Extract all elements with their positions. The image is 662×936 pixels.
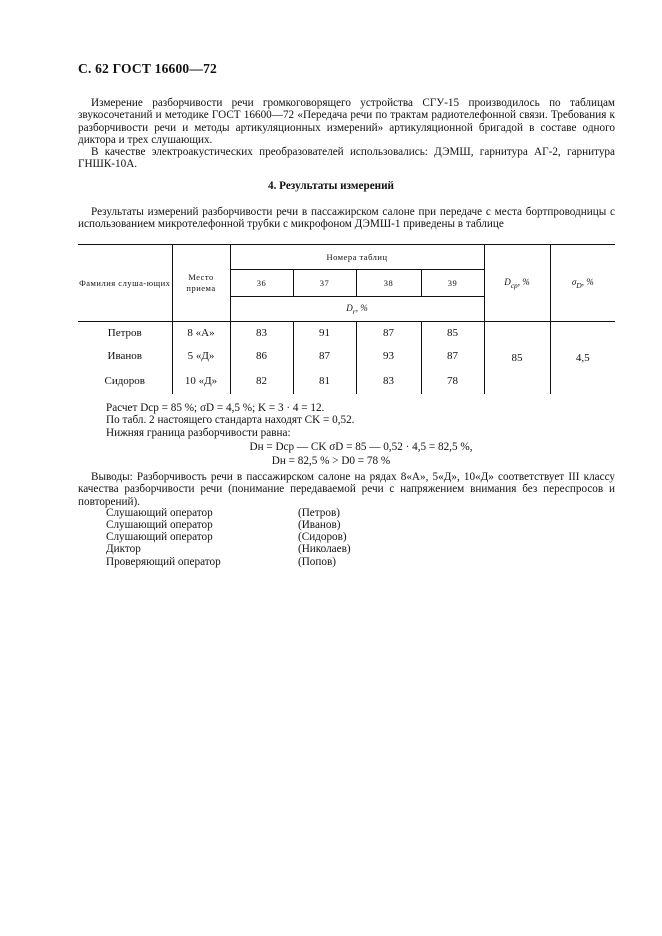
results-table <box>78 244 615 394</box>
col-header-place: Место приема <box>172 245 230 322</box>
formula-2: Dн = 82,5 % > D0 = 78 % <box>271 455 391 467</box>
results-intro: Результаты измерений разборчивости речи в пассажирском салоне при передаче с места бортпроводницы с использованием микротелефонной трубки с микрофоном ДЭМШ-1 приведены в таблице <box>78 206 615 231</box>
calc-line-3: Нижняя граница разборчивости равна: <box>106 427 291 439</box>
formula-1: Dн = Dср — CK σD = 85 — 0,52 · 4,5 = 82,5 %, <box>249 441 473 453</box>
signature-name: (Николаев) <box>298 543 351 555</box>
row-value: 82 <box>230 368 293 394</box>
section-title: 4. Результаты измерений <box>267 180 395 192</box>
table-number-37: 37 <box>293 270 356 297</box>
row-name: Петров <box>78 322 172 344</box>
signature-role: Слушающий оператор <box>106 507 213 519</box>
calc-line-1: Расчет Dср = 85 %; σD = 4,5 %; K = 3 · 4 = 12. <box>106 402 325 414</box>
table-row <box>78 322 615 344</box>
signature-name: (Сидоров) <box>298 531 347 543</box>
col-header-dsr: $D_{ср}$, % <box>484 245 550 322</box>
row-place: 8 «А» <box>172 322 230 344</box>
row-name: Сидоров <box>78 368 172 394</box>
row-value: 83 <box>356 368 421 394</box>
dsr-value: 85 <box>484 322 550 394</box>
row-place: 5 «Д» <box>172 344 230 368</box>
page-header: С. 62 ГОСТ 16600—72 <box>78 61 217 76</box>
table-number-36: 36 <box>230 270 293 297</box>
col-header-tables: Номера таблиц <box>230 245 484 270</box>
row-name: Иванов <box>78 344 172 368</box>
row-value: 87 <box>421 344 484 368</box>
row-value: 93 <box>356 344 421 368</box>
row-value: 87 <box>293 344 356 368</box>
table-number-39: 39 <box>421 270 484 297</box>
row-value: 78 <box>421 368 484 394</box>
signature-name: (Попов) <box>298 556 336 568</box>
signature-role: Слушающий оператор <box>106 519 213 531</box>
row-place: 10 «Д» <box>172 368 230 394</box>
conclusion: Выводы: Разборчивость речи в пассажирском салоне на рядах 8«А», 5«Д», 10«Д» соответствует III классу качества разборчивости речи (понимание передаваемой речи с напряжением внимания без переспросов и повторений). <box>78 471 615 508</box>
calc-line-2: По табл. 2 настоящего стандарта находят CK = 0,52. <box>106 414 355 426</box>
signature-role: Проверяющий оператор <box>106 556 221 568</box>
table-number-38: 38 <box>356 270 421 297</box>
row-value: 81 <box>293 368 356 394</box>
row-value: 85 <box>421 322 484 344</box>
row-value: 83 <box>230 322 293 344</box>
row-value: 86 <box>230 344 293 368</box>
signature-name: (Петров) <box>298 507 340 519</box>
sigma-value: 4,5 <box>575 351 590 364</box>
row-value: 87 <box>356 322 421 344</box>
intro-paragraph-2: В качестве электроакустических преобразователей использовались: ДЭМШ, гарнитура АГ-2, гарнитура ГНШК-10А. <box>78 146 615 171</box>
signature-role: Диктор <box>106 543 141 555</box>
col-header-name: Фамилия слуша-ющих <box>78 245 172 322</box>
intro-paragraph-1: Измерение разборчивости речи громкоговорящего устройства СГУ-15 производилось по таблицам звукосочетаний и методике ГОСТ 16600—72 «Передача речи по трактам радиотелефонной связи. Требования к разборчивости речи и методы артикуляционных измерений» артикуляционной бригадой в составе одного диктора и трех слушающих. <box>78 97 615 147</box>
signature-name: (Иванов) <box>298 519 341 531</box>
col-header-sigma: $\sigma_D$, % <box>550 245 615 322</box>
row-value: 91 <box>293 322 356 344</box>
signature-role: Слушающий оператор <box>106 531 213 543</box>
col-header-dr: $D_r$, % <box>230 297 484 322</box>
